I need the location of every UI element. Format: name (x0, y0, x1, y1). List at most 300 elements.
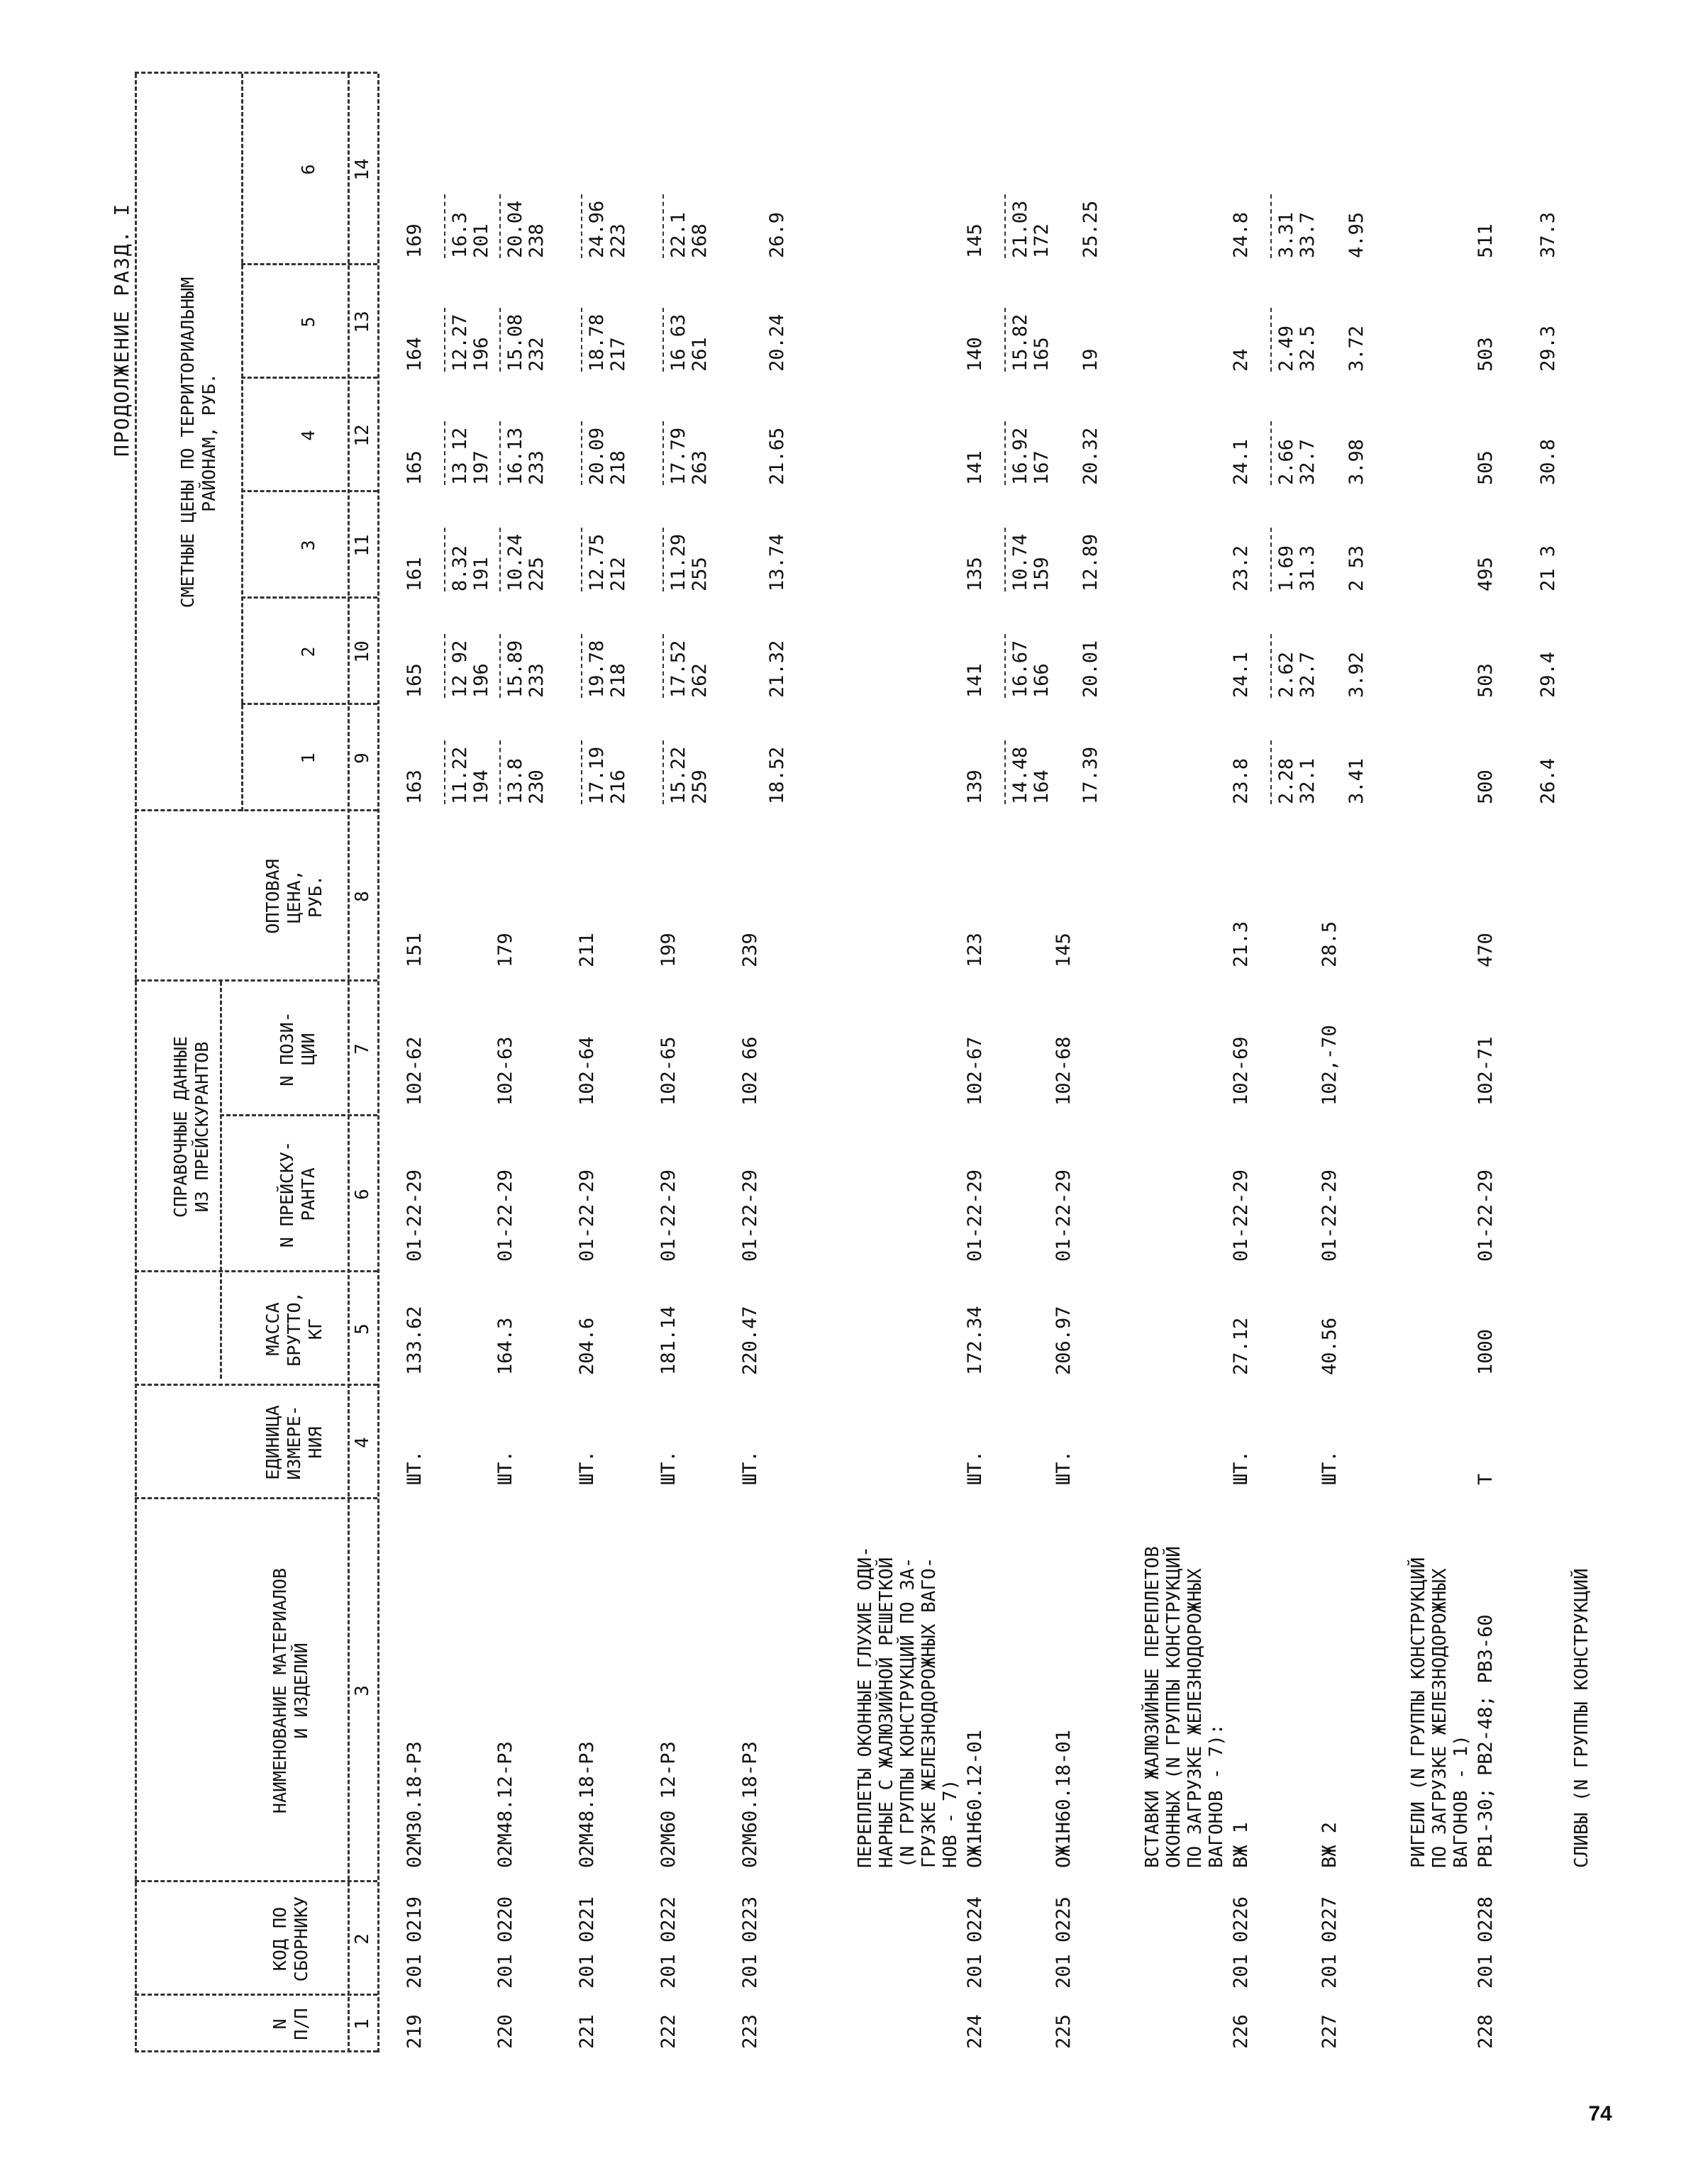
row-position: 102-69 (1230, 1036, 1252, 1106)
price-value: 21 3 (1537, 545, 1559, 591)
page-number: 74 (1588, 2102, 1612, 2125)
price-value: 1.69 (1275, 545, 1297, 591)
colnum-8: 8 (352, 891, 373, 902)
row-code: 201 0220 (494, 1896, 516, 1989)
row-np: 228 (1475, 2014, 1497, 2049)
fraction-bar (499, 308, 501, 372)
fraction-bar (1270, 740, 1272, 804)
region-sub-price (440, 634, 492, 698)
price-value: 233 (526, 450, 548, 485)
row-position: 102-62 (404, 1036, 426, 1106)
row-wholesale: 239 (739, 933, 761, 967)
region-sub-price (1080, 348, 1102, 372)
fraction-bar (444, 421, 445, 485)
region-sub-price (495, 528, 548, 591)
region-sub-price (767, 428, 788, 485)
fraction-bar (662, 634, 664, 698)
row-mass: 133.62 (404, 1306, 426, 1375)
fraction-bar (581, 740, 582, 804)
price-value: 16 63 (667, 313, 689, 372)
region-sub-price (1346, 326, 1368, 372)
price-value: 232 (526, 337, 548, 372)
price-value: 17.39 (1080, 746, 1102, 804)
price-value: 12.75 (586, 533, 608, 591)
region-sub-price (1266, 308, 1319, 372)
row-wholesale: 151 (404, 933, 426, 967)
row-unit: Т (1475, 1473, 1497, 1485)
fraction-bar (581, 194, 582, 258)
price-value: 21.03 (1009, 200, 1031, 258)
region-price: 23.8 (1230, 757, 1252, 804)
price-value: 13.8 (504, 757, 526, 804)
header-ref-group: СПРАВОЧНЫЕ ДАННЫЕ ИЗ ПРЕЙСКУРАНТОВ (170, 1036, 212, 1218)
row-unit: ШТ. (739, 1450, 761, 1485)
region-sub-price (495, 634, 548, 698)
row-np: 223 (739, 2014, 761, 2049)
price-value: 32.7 (1297, 651, 1319, 698)
colnum-3: 3 (352, 1685, 373, 1696)
fraction-bar (1004, 194, 1006, 258)
price-value: 30.8 (1537, 438, 1559, 485)
price-value: 20.24 (766, 313, 788, 372)
region-sub-price (1080, 640, 1102, 698)
price-value: 2 53 (1346, 545, 1368, 591)
rule-top (135, 74, 137, 2052)
row-code: 201 0221 (576, 1896, 598, 1989)
region-price: 24.1 (1230, 438, 1252, 485)
rule-region-mid (241, 74, 243, 811)
header-unit: ЕДИНИЦА ИЗМЕРЕ- НИЯ (262, 1405, 326, 1480)
fraction-bar (444, 194, 445, 258)
price-value: 201 (470, 223, 492, 258)
region-sub-price (577, 421, 629, 485)
row-position: 102-65 (658, 1036, 680, 1106)
region-sub-price (1000, 634, 1053, 698)
price-value: 3.31 (1275, 211, 1297, 258)
fraction-bar (499, 634, 501, 698)
fraction-bar (499, 740, 501, 804)
row-name: 02М60 12-Р3 (658, 1741, 680, 1868)
price-value: 19 (1080, 348, 1102, 372)
price-value: 15.22 (667, 746, 689, 804)
region-price: 163 (404, 769, 426, 804)
region-3: 3 (298, 540, 318, 551)
region-sub-price (1080, 747, 1102, 804)
region-sub-price (1080, 534, 1102, 591)
price-value: 22.1 (667, 211, 689, 258)
price-value: 16.92 (1009, 427, 1031, 485)
fraction-bar (444, 528, 445, 591)
fraction-bar (499, 528, 501, 591)
region-sub-price (658, 308, 711, 372)
row-unit: ШТ. (658, 1450, 680, 1485)
price-value: 196 (470, 337, 492, 372)
price-value: 11.29 (667, 533, 689, 591)
region-2: 2 (298, 646, 318, 657)
row-unit: ШТ. (576, 1450, 598, 1485)
region-sub-price (1538, 545, 1559, 591)
price-value: 223 (607, 223, 629, 258)
row-wholesale: 199 (658, 933, 680, 967)
region-sub-price (1538, 439, 1559, 485)
price-value: 25.25 (1080, 200, 1102, 258)
region-4: 4 (298, 430, 318, 441)
price-value: 166 (1031, 663, 1053, 698)
row-name: ОЖ1Н60.18-01 (1053, 1729, 1075, 1868)
region-sub-price (495, 194, 548, 258)
fraction-bar (581, 421, 582, 485)
price-table (135, 74, 1592, 2052)
section-title: ПЕРЕПЛЕТЫ ОКОННЫЕ ГЛУХИЕ ОДИ- НАРНЫЕ С ЖАЛЮЗИЙНОЙ РЕШЕТКОЙ (N ГРУППЫ КОНСТРУКЦИЙ ПО ЗА- ГРУЗКЕ ЖЕЛЕЗНОДОРОЖНЫХ ВАГО- НОВ - 7) (855, 1546, 961, 1868)
section-title: РИГЕЛИ (N ГРУППЫ КОНСТРУКЦИЙ ПО ЗАГРУЗКЕ ЖЕЛЕЗНОДОРОЖНЫХ ВАГОНОВ - 1) (1408, 1557, 1472, 1868)
price-value: 212 (607, 557, 629, 591)
row-position: 102-68 (1053, 1036, 1075, 1106)
price-value: 32.7 (1297, 438, 1319, 485)
price-value: 191 (470, 557, 492, 591)
fraction-bar (662, 308, 664, 372)
fraction-bar (499, 194, 501, 258)
region-price: 503 (1475, 663, 1497, 698)
price-value: 2.66 (1275, 438, 1297, 485)
price-value: 197 (470, 450, 492, 485)
price-value: 26.4 (1537, 757, 1559, 804)
region-sub-price (1080, 428, 1102, 485)
price-value: 262 (689, 663, 711, 698)
row-wholesale: 470 (1475, 933, 1497, 967)
price-value: 255 (689, 557, 711, 591)
price-value: 12.27 (449, 313, 471, 372)
row-price-list: 01-22-29 (1053, 1169, 1075, 1262)
fraction-bar (662, 740, 664, 804)
price-value: 17.79 (667, 427, 689, 485)
row-code: 201 0224 (964, 1896, 986, 1989)
colnum-7: 7 (352, 1043, 373, 1055)
region-sub-price (1000, 194, 1053, 258)
region-price: 165 (404, 450, 426, 485)
price-value: 259 (689, 769, 711, 804)
region-price: 495 (1475, 557, 1497, 591)
row-code: 201 0226 (1230, 1896, 1252, 1989)
row-price-list: 01-22-29 (404, 1169, 426, 1262)
region-price: 505 (1475, 450, 1497, 485)
row-price-list: 01-22-29 (576, 1169, 598, 1262)
price-value: 194 (470, 769, 492, 804)
vrule (135, 1994, 377, 1996)
row-unit: ШТ. (964, 1450, 986, 1485)
region-sub-price (1538, 652, 1559, 698)
region-price: 141 (964, 450, 986, 485)
price-value: 164 (1031, 769, 1053, 804)
colnum-12: 12 (352, 424, 373, 447)
vrule (135, 809, 377, 811)
row-price-list: 01-22-29 (658, 1169, 680, 1262)
row-unit: ШТ. (1319, 1450, 1341, 1485)
price-value: 21.65 (766, 427, 788, 485)
price-value: 2.49 (1275, 325, 1297, 372)
row-price-list: 01-22-29 (1319, 1169, 1341, 1262)
continuation-title: ПРОДОЛЖЕНИЕ РАЗД. I (110, 202, 133, 457)
row-np: 225 (1053, 2014, 1075, 2049)
vrule (135, 1497, 377, 1499)
price-value: 12.89 (1080, 533, 1102, 591)
price-value: 16.3 (449, 211, 471, 258)
price-value: 233 (526, 663, 548, 698)
fraction-bar (444, 634, 445, 698)
vrule (135, 2050, 377, 2052)
price-value: 16.13 (504, 427, 526, 485)
region-sub-price (1266, 194, 1319, 258)
fraction-bar (662, 528, 664, 591)
price-value: 20.01 (1080, 640, 1102, 698)
region-price: 500 (1475, 769, 1497, 804)
region-sub-price (767, 534, 788, 591)
region-sub-price (1266, 528, 1319, 591)
region-price: 141 (964, 663, 986, 698)
row-code: 201 0223 (739, 1896, 761, 1989)
price-value: 31.3 (1297, 545, 1319, 591)
price-value: 11.22 (449, 746, 471, 804)
price-value: 3.98 (1346, 438, 1368, 485)
colnum-5: 5 (352, 1323, 373, 1335)
price-value: 20.09 (586, 427, 608, 485)
row-np: 219 (404, 2014, 426, 2049)
region-price: 140 (964, 337, 986, 372)
fraction-bar (1004, 634, 1006, 698)
row-name: РВ1-30; РВ2-48; РВЗ-60 (1475, 1614, 1497, 1868)
row-wholesale: 211 (576, 933, 598, 967)
fraction-bar (1004, 740, 1006, 804)
row-name: 02М48.18-Р3 (576, 1741, 598, 1868)
region-sub-price (440, 308, 492, 372)
region-sub-price (658, 740, 711, 804)
fraction-bar (1270, 308, 1272, 372)
header-wholesale: ОПТОВАЯ ЦЕНА, РУБ. (262, 859, 326, 934)
row-wholesale: 28.5 (1319, 921, 1341, 967)
price-value: 218 (607, 450, 629, 485)
colnum-10: 10 (352, 640, 373, 663)
price-value: 19.78 (586, 640, 608, 698)
region-sub-price (495, 740, 548, 804)
price-value: 4.95 (1346, 211, 1368, 258)
row-code: 201 0222 (658, 1896, 680, 1989)
price-value: 230 (526, 769, 548, 804)
region-sub-price (495, 421, 548, 485)
row-wholesale: 179 (494, 933, 516, 967)
fraction-bar (444, 308, 445, 372)
row-mass: 172.34 (964, 1306, 986, 1375)
row-price-list: 01-22-29 (1230, 1169, 1252, 1262)
fraction-bar (499, 421, 501, 485)
region-sub-price (577, 194, 629, 258)
price-value: 16.67 (1009, 640, 1031, 698)
region-price: 139 (964, 769, 986, 804)
price-value: 29.4 (1537, 651, 1559, 698)
region-sub-price (577, 528, 629, 591)
region-6: 6 (298, 164, 318, 175)
region-5: 5 (298, 316, 318, 328)
region-sub-price (767, 212, 788, 258)
price-value: 37.3 (1537, 211, 1559, 258)
region-sub-price (1538, 212, 1559, 258)
row-position: 102-63 (494, 1036, 516, 1106)
price-value: 10.74 (1009, 533, 1031, 591)
region-sub-price (658, 528, 711, 591)
price-value: 18.78 (586, 313, 608, 372)
fraction-bar (581, 634, 582, 698)
fraction-bar (1270, 421, 1272, 485)
region-price: 24.1 (1230, 651, 1252, 698)
fraction-bar (1270, 634, 1272, 698)
row-wholesale: 145 (1053, 933, 1075, 967)
price-value: 2.62 (1275, 651, 1297, 698)
row-mass: 220.47 (739, 1306, 761, 1375)
price-value: 238 (526, 223, 548, 258)
row-position: 102-71 (1475, 1036, 1497, 1106)
price-value: 24.96 (586, 200, 608, 258)
colnum-9: 9 (352, 752, 373, 764)
region-price: 23.2 (1230, 545, 1252, 591)
row-np: 226 (1230, 2014, 1252, 2049)
price-value: 2.28 (1275, 757, 1297, 804)
rule-header-bottom (348, 74, 350, 2052)
region-sub-price (658, 194, 711, 258)
row-name: ВЖ 2 (1319, 1821, 1341, 1868)
region-price: 169 (404, 223, 426, 258)
region-sub-price (1266, 634, 1319, 698)
row-position: 102-64 (576, 1036, 598, 1106)
row-unit: ШТ. (494, 1450, 516, 1485)
row-name: ОЖ1Н60.12-01 (964, 1729, 986, 1868)
row-code: 201 0228 (1475, 1896, 1497, 1989)
row-name: 02М48.12-Р3 (494, 1741, 516, 1868)
row-name: 02М60.18-Р3 (739, 1741, 761, 1868)
rule-numbers-bottom (377, 74, 379, 2052)
row-np: 227 (1319, 2014, 1341, 2049)
row-name: ВЖ 1 (1230, 1821, 1252, 1868)
row-mass: 40.56 (1319, 1317, 1341, 1375)
price-value: 216 (607, 769, 629, 804)
row-np: 222 (658, 2014, 680, 2049)
region-price: 161 (404, 557, 426, 591)
vrule (135, 1880, 377, 1882)
row-price-list: 01-22-29 (494, 1169, 516, 1262)
region-sub-price (1538, 758, 1559, 804)
region-sub-price (440, 421, 492, 485)
row-name: 02М30.18-Р3 (404, 1741, 426, 1868)
price-value: 17.19 (586, 746, 608, 804)
price-value: 29.3 (1537, 325, 1559, 372)
fraction-bar (1004, 421, 1006, 485)
price-value: 10.24 (504, 533, 526, 591)
header-name: НАИМЕНОВАНИЕ МАТЕРИАЛОВ И ИЗДЕЛИЙ (270, 1567, 311, 1814)
price-value: 167 (1031, 450, 1053, 485)
fraction-bar (662, 194, 664, 258)
price-value: 218 (607, 663, 629, 698)
row-code: 201 0227 (1319, 1896, 1341, 1989)
region-price: 164 (404, 337, 426, 372)
row-price-list: 01-22-29 (739, 1169, 761, 1262)
row-mass: 181.14 (658, 1306, 680, 1375)
price-value: 15.08 (504, 313, 526, 372)
region-sub-price (1000, 528, 1053, 591)
price-value: 15.89 (504, 640, 526, 698)
region-sub-price (1000, 308, 1053, 372)
colnum-13: 13 (352, 311, 373, 333)
price-value: 33.7 (1297, 211, 1319, 258)
vrule (135, 1384, 377, 1386)
region-price: 135 (964, 557, 986, 591)
region-sub-price (440, 194, 492, 258)
colnum-1: 1 (352, 2018, 373, 2030)
region-price: 24.8 (1230, 211, 1252, 258)
row-mass: 1000 (1475, 1328, 1497, 1375)
row-mass: 206.97 (1053, 1306, 1075, 1375)
price-value: 261 (689, 337, 711, 372)
row-mass: 204.6 (576, 1317, 598, 1375)
row-price-list: 01-22-29 (1475, 1169, 1497, 1262)
price-value: 26.9 (766, 211, 788, 258)
fraction-bar (1004, 528, 1006, 591)
price-value: 20.32 (1080, 427, 1102, 485)
region-1: 1 (298, 752, 318, 764)
header-position: N ПОЗИ- ЦИИ (277, 1011, 318, 1086)
colnum-2: 2 (352, 1933, 373, 1945)
header-mass: МАССА БРУТТО, КГ (262, 1291, 326, 1367)
fraction-bar (1004, 308, 1006, 372)
price-value: 3.92 (1346, 651, 1368, 698)
region-sub-price (1266, 421, 1319, 485)
region-sub-price (1538, 326, 1559, 372)
section-title: ВСТАВКИ ЖАЛЮЗИЙНЫЕ ПЕРЕПЛЕТОВ ОКОННЫХ (N ГРУППЫ КОНСТРУКЦИЙ ПО ЗАГРУЗКЕ ЖЕЛЕЗНОДОРОЖНЫХ ВАГОНОВ - 7): (1142, 1546, 1227, 1868)
region-price: 145 (964, 223, 986, 258)
price-value: 3.72 (1346, 325, 1368, 372)
row-mass: 27.12 (1230, 1317, 1252, 1375)
region-sub-price (658, 634, 711, 698)
price-value: 8.32 (449, 545, 471, 591)
colnum-6: 6 (352, 1189, 373, 1200)
fraction-bar (581, 528, 582, 591)
colnum-11: 11 (352, 534, 373, 557)
row-position: 102,-70 (1319, 1025, 1341, 1106)
region-sub-price (440, 528, 492, 591)
row-code: 201 0225 (1053, 1896, 1075, 1989)
row-np: 220 (494, 2014, 516, 2049)
price-value: 3.41 (1346, 757, 1368, 804)
fraction-bar (581, 308, 582, 372)
price-value: 225 (526, 557, 548, 591)
fraction-bar (1270, 194, 1272, 258)
row-unit: ШТ. (404, 1450, 426, 1485)
row-position: 102-67 (964, 1036, 986, 1106)
colnum-4: 4 (352, 1437, 373, 1448)
price-value: 32.5 (1297, 325, 1319, 372)
price-value: 12 92 (449, 640, 471, 698)
region-sub-price (440, 740, 492, 804)
region-sub-price (1346, 758, 1368, 804)
region-sub-price (1346, 212, 1368, 258)
region-price: 511 (1475, 223, 1497, 258)
row-wholesale: 123 (964, 933, 986, 967)
price-value: 17.52 (667, 640, 689, 698)
region-sub-price (1000, 740, 1053, 804)
row-wholesale: 21.3 (1230, 921, 1252, 967)
fraction-bar (444, 740, 445, 804)
price-value: 13 12 (449, 427, 471, 485)
price-value: 268 (689, 223, 711, 258)
row-code: 201 0219 (404, 1896, 426, 1989)
section-title: СЛИВЫ (N ГРУППЫ КОНСТРУКЦИЙ (1571, 1568, 1592, 1868)
price-value: 18.52 (766, 746, 788, 804)
